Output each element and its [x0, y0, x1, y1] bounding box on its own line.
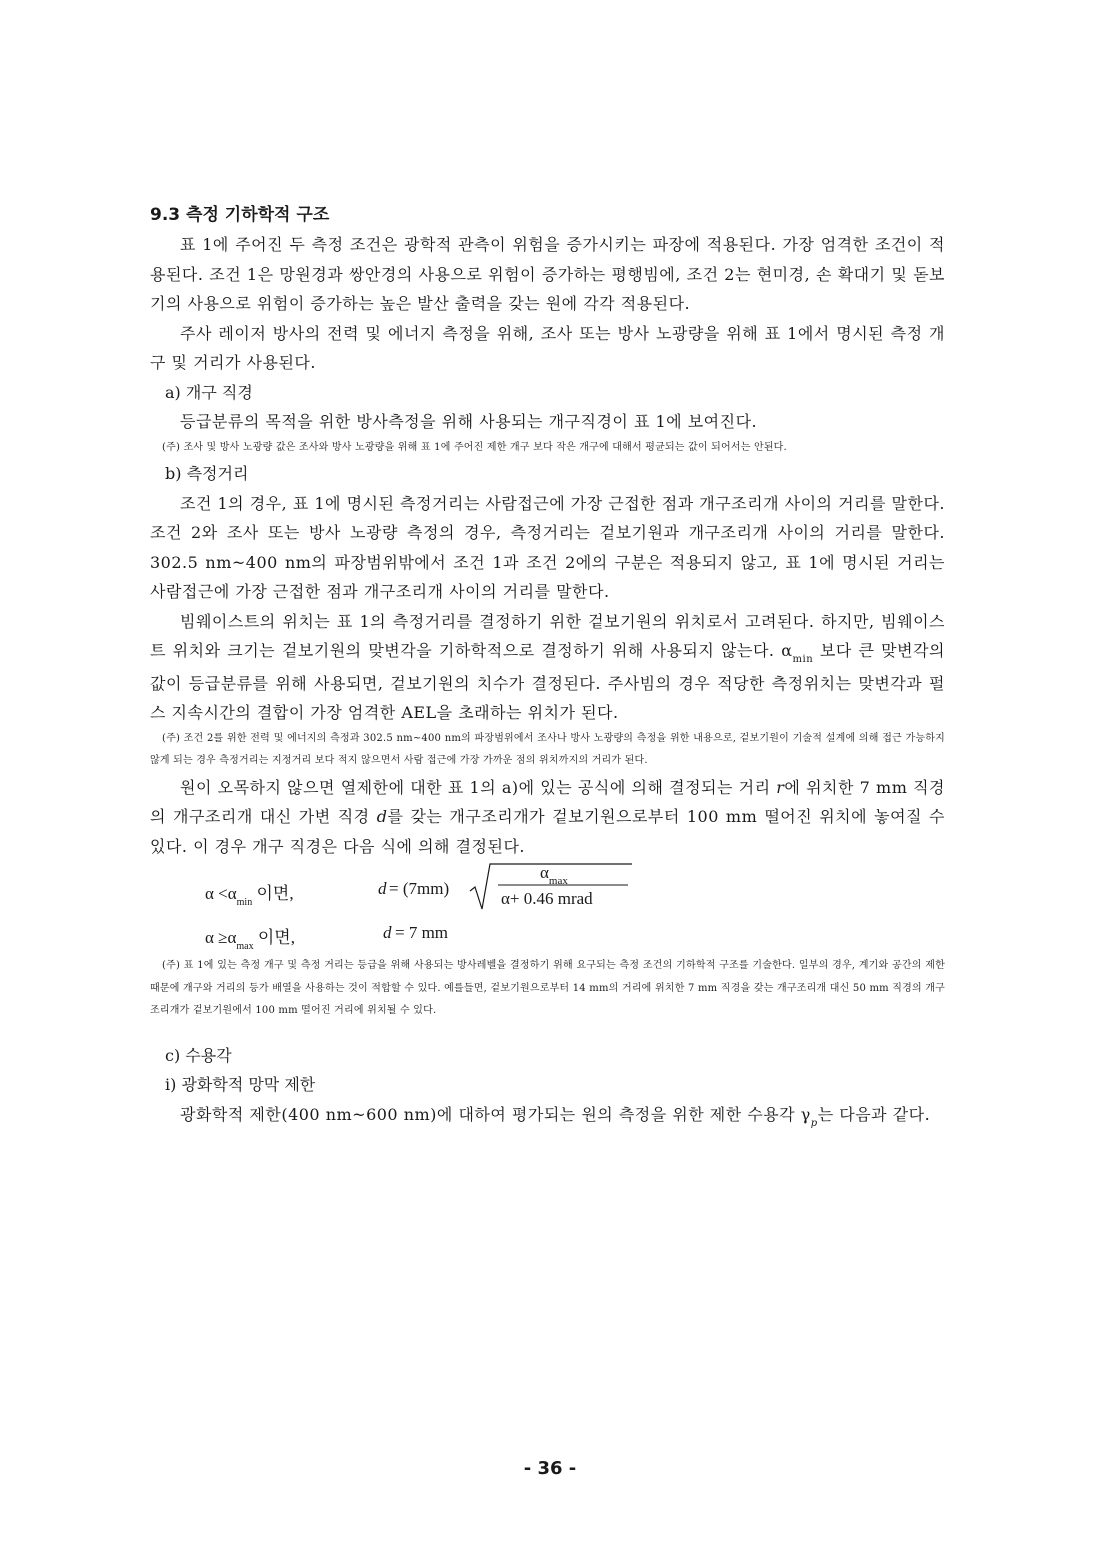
beam-waist-text-b: 보다 큰 맞변각의 값이 등급분류를 위해 사용되면, 겉보기원의 치수가 결정된다. 주사빔의 경우 적당한 측정위치는 맞변각과 펄스 지속시간의 결합이 가장 엄격한 AEL을 초래하는 위치가 된다. — [150, 641, 945, 722]
note-equivalent-arrangement: (주) 표 1에 있는 측정 개구 및 측정 거리는 등급을 위해 사용되는 방사레벨을 결정하기 위해 요구되는 측정 조건의 기하학적 구조를 기술한다. 일부의 경우, 계기와 공간의 제한 때문에 개구와 거리의 등가 배열을 사용하는 것이 적합할 수 있다. 예를들면, 겉보기원으로부터 14 mm의 거리에 위치한 7 mm 직경을 갖는 개구조리개 대신 50 mm 직경의 개구조리개가 겉보기원에서 100 mm 떨어진 거리에 위치될 수 있다. — [150, 960, 945, 1016]
paragraph-variable-aperture — [150, 773, 945, 862]
document-page — [150, 200, 945, 1132]
formula1-eq: = (7mm) — [389, 879, 450, 898]
subsection-b-title: b) 측정거리 — [165, 464, 249, 483]
variable-d: d — [376, 807, 388, 826]
paragraph-measurement-conditions: 표 1에 주어진 두 측정 조건은 광학적 관측이 위험을 증가시키는 파장에 적용된다. 가장 엄격한 조건이 적용된다. 조건 1은 망원경과 쌍안경의 사용으로 위험이 증가하는 평행빔에, 조건 2는 현미경, 손 확대기 및 돋보기의 사용으로 위험이 증가하는 높은 발산 출력을 갖는 원에 각각 적용된다. — [150, 235, 945, 313]
section-heading: 9.3 측정 기하학적 구조 — [150, 205, 330, 225]
formula2-d: d — [383, 923, 392, 942]
subsection-c-i-title: i) 광화학적 망막 제한 — [165, 1075, 316, 1094]
formula2-cond: 이면, — [253, 928, 295, 947]
formula1-num: α — [540, 863, 549, 882]
paragraph-measurement-distance: 조건 1의 경우, 표 1에 명시된 측정거리는 사람접근에 가장 근접한 점과 개구조리개 사이의 거리를 말한다. 조건 2와 조사 또는 방사 노광량 측정의 경우, 측정거리는 겉보기원과 개구조리개 사이의 거리를 말한다. 302.5 nm~400 nm의 파장범위밖에서 조건 1과 조건 2에의 구분은 적용되지 않고, 표 1에 명시된 거리는 사람접근에 가장 근접한 점과 개구조리개 사이의 거리를 말한다. — [150, 493, 945, 601]
formula-aperture-small-angle — [205, 861, 945, 917]
subsection-a-title: a) 개구 직경 — [165, 382, 253, 402]
formula1-lhs-sub: min — [236, 897, 253, 908]
note-aperture: (주) 조사 및 방사 노광량 값은 조사와 방사 노광량을 위해 표 1에 주어진 제한 개구 보다 작은 개구에 대해서 평균되는 값이 되어서는 안된다. — [162, 441, 787, 453]
variable-aperture-text-b: 에 위치한 7 mm 직경의 개구조리개 대신 가변 직경 — [150, 777, 945, 826]
variable-r: r — [776, 777, 785, 797]
formula2-condition — [205, 923, 295, 952]
formula1-cond: 이면, — [252, 884, 294, 903]
paragraph-aperture-diameter: 등급분류의 목적을 위한 방사측정을 위해 사용되는 개구직경이 표 1에 보여진다. — [180, 412, 758, 431]
alpha-min-subscript: min — [792, 654, 814, 665]
spacer — [150, 1023, 945, 1041]
formula1-denominator: α+ 0.46 mrad — [501, 889, 593, 908]
paragraph-scanning-laser: 주사 레이저 방사의 전력 및 에너지 측정을 위해, 조사 또는 방사 노광량을 위해 표 1에서 명시된 측정 개구 및 거리가 사용된다. — [150, 323, 945, 372]
formula1-num-sub: max — [548, 875, 568, 887]
gamma-p-subscript: p — [810, 1117, 818, 1129]
subsection-c-title: c) 수용각 — [165, 1045, 232, 1065]
variable-aperture-text-c: 를 갖는 개구조리개가 겉보기원으로부터 100 mm 떨어진 위치에 놓여질 수 있다. 이 경우 개구 직경은 다음 식에 의해 결정된다. — [150, 807, 945, 856]
formula2-rhs: = 7 mm — [395, 923, 449, 942]
formula2-lhs: α ≥α — [205, 928, 237, 947]
note-distance: (주) 조건 2를 위한 전력 및 에너지의 측정과 302.5 nm~400 nm의 파장범위에서 조사나 방사 노광량의 측정을 위한 내용으로, 겉보기원이 기술적 설계에 의해 접근 가능하지 않게 되는 경우 측정거리는 지정거리 보다 적지 않으면서 사람 접근에 가장 가까운 점의 위치까지의 거리가 된다. — [150, 732, 945, 766]
acceptance-angle-text-a: 광화학적 제한(400 nm~600 nm)에 대하여 평가되는 원의 측정을 위한 제한 수용각 γ — [180, 1104, 811, 1124]
formula2-lhs-sub: max — [236, 941, 254, 952]
formula1-numerator — [540, 863, 568, 887]
formula1-lhs: α <α — [205, 884, 237, 903]
formula1-d: d — [378, 879, 387, 898]
formula-aperture-large-angle — [205, 917, 945, 955]
variable-aperture-text-a: 원이 오목하지 않으면 열제한에 대한 표 1의 a)에 있는 공식에 의해 결정되는 거리 — [180, 777, 777, 797]
formula1-condition — [205, 879, 294, 908]
paragraph-acceptance-angle — [150, 1100, 945, 1133]
page-number: - 36 - — [523, 1458, 577, 1479]
paragraph-beam-waist — [150, 607, 945, 728]
acceptance-angle-text-b: 는 다음과 같다. — [817, 1104, 931, 1124]
beam-waist-text-a: 빔웨이스트의 위치는 표 1의 측정거리를 결정하기 위한 겉보기원의 위치로서 고려된다. 하지만, 빔웨이스트 위치와 크기는 겉보기원의 맞변각을 기하학적으로 결정하기 위해 사용되지 않는다. α — [150, 611, 945, 660]
